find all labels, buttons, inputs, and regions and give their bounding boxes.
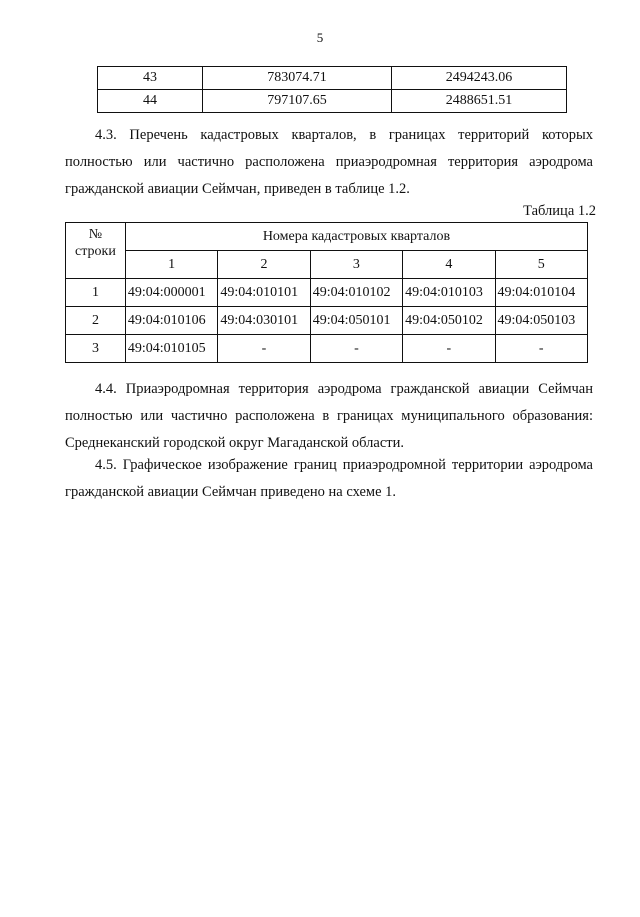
cadastral-quarter-cell: 49:04:010103 [403, 279, 495, 307]
column-number-4: 4 [403, 251, 495, 279]
table-row [98, 90, 567, 113]
row-number-header [66, 223, 126, 279]
coordinates-table-continuation [97, 66, 567, 113]
column-number-2: 2 [218, 251, 310, 279]
cadastral-quarter-cell: 49:04:010105 [125, 335, 217, 363]
row-number: 1 [66, 279, 126, 307]
point-number-cell: 43 [98, 67, 203, 90]
empty-cell-dash: - [218, 335, 310, 363]
table-row [98, 67, 567, 90]
cadastral-quarter-cell: 49:04:010101 [218, 279, 310, 307]
paragraph-4-4 [65, 376, 593, 457]
empty-cell-dash: - [495, 335, 587, 363]
table-row [66, 279, 588, 307]
empty-cell-dash: - [310, 335, 402, 363]
page-number: 5 [316, 30, 324, 45]
group-header: Номера кадастровых кварталов [125, 223, 587, 251]
cadastral-quarter-cell: 49:04:010104 [495, 279, 587, 307]
empty-cell-dash: - [403, 335, 495, 363]
paragraph-text: 4.5. Графическое изображение границ приаэродромной территории аэродрома гражданской авиации Сеймчан приведено на схеме 1. [65, 457, 593, 500]
column-number-5: 5 [495, 251, 587, 279]
column-number-1: 1 [125, 251, 217, 279]
paragraph-text: 4.4. Приаэродромная территория аэродрома гражданской авиации Сеймчан полностью или частично расположена в границах муниципального образования: Среднеканский городской округ Магаданской области. [65, 381, 593, 451]
cadastral-quarter-cell: 49:04:010102 [310, 279, 402, 307]
cadastral-quarter-cell: 49:04:030101 [218, 307, 310, 335]
paragraph-4-3 [65, 122, 593, 203]
table-caption: Таблица 1.2 [523, 203, 596, 219]
coordinate-x-cell: 783074.71 [203, 67, 392, 90]
paragraph-text: 4.3. Перечень кадастровых кварталов, в границах территорий которых полностью или частично расположена приаэродромная территория аэродрома гражданской авиации Сеймчан, приведен в таблице 1.2. [65, 127, 593, 197]
paragraph-4-5 [65, 452, 593, 506]
cadastral-quarter-cell: 49:04:050101 [310, 307, 402, 335]
row-number: 2 [66, 307, 126, 335]
cadastral-quarter-cell: 49:04:050102 [403, 307, 495, 335]
coordinate-x-cell: 797107.65 [203, 90, 392, 113]
cadastral-quarters-table [65, 222, 588, 363]
table-row [66, 335, 588, 363]
row-number-header-word: строки [75, 244, 116, 259]
table-header-row [66, 223, 588, 251]
cadastral-quarter-cell: 49:04:050103 [495, 307, 587, 335]
table-row [66, 307, 588, 335]
row-number: 3 [66, 335, 126, 363]
point-number-cell: 44 [98, 90, 203, 113]
coordinate-y-cell: 2488651.51 [392, 90, 567, 113]
row-number-header-symbol: № [88, 227, 103, 242]
cadastral-quarter-cell: 49:04:000001 [125, 279, 217, 307]
coordinate-y-cell: 2494243.06 [392, 67, 567, 90]
cadastral-quarter-cell: 49:04:010106 [125, 307, 217, 335]
column-number-row [66, 251, 588, 279]
column-number-3: 3 [310, 251, 402, 279]
